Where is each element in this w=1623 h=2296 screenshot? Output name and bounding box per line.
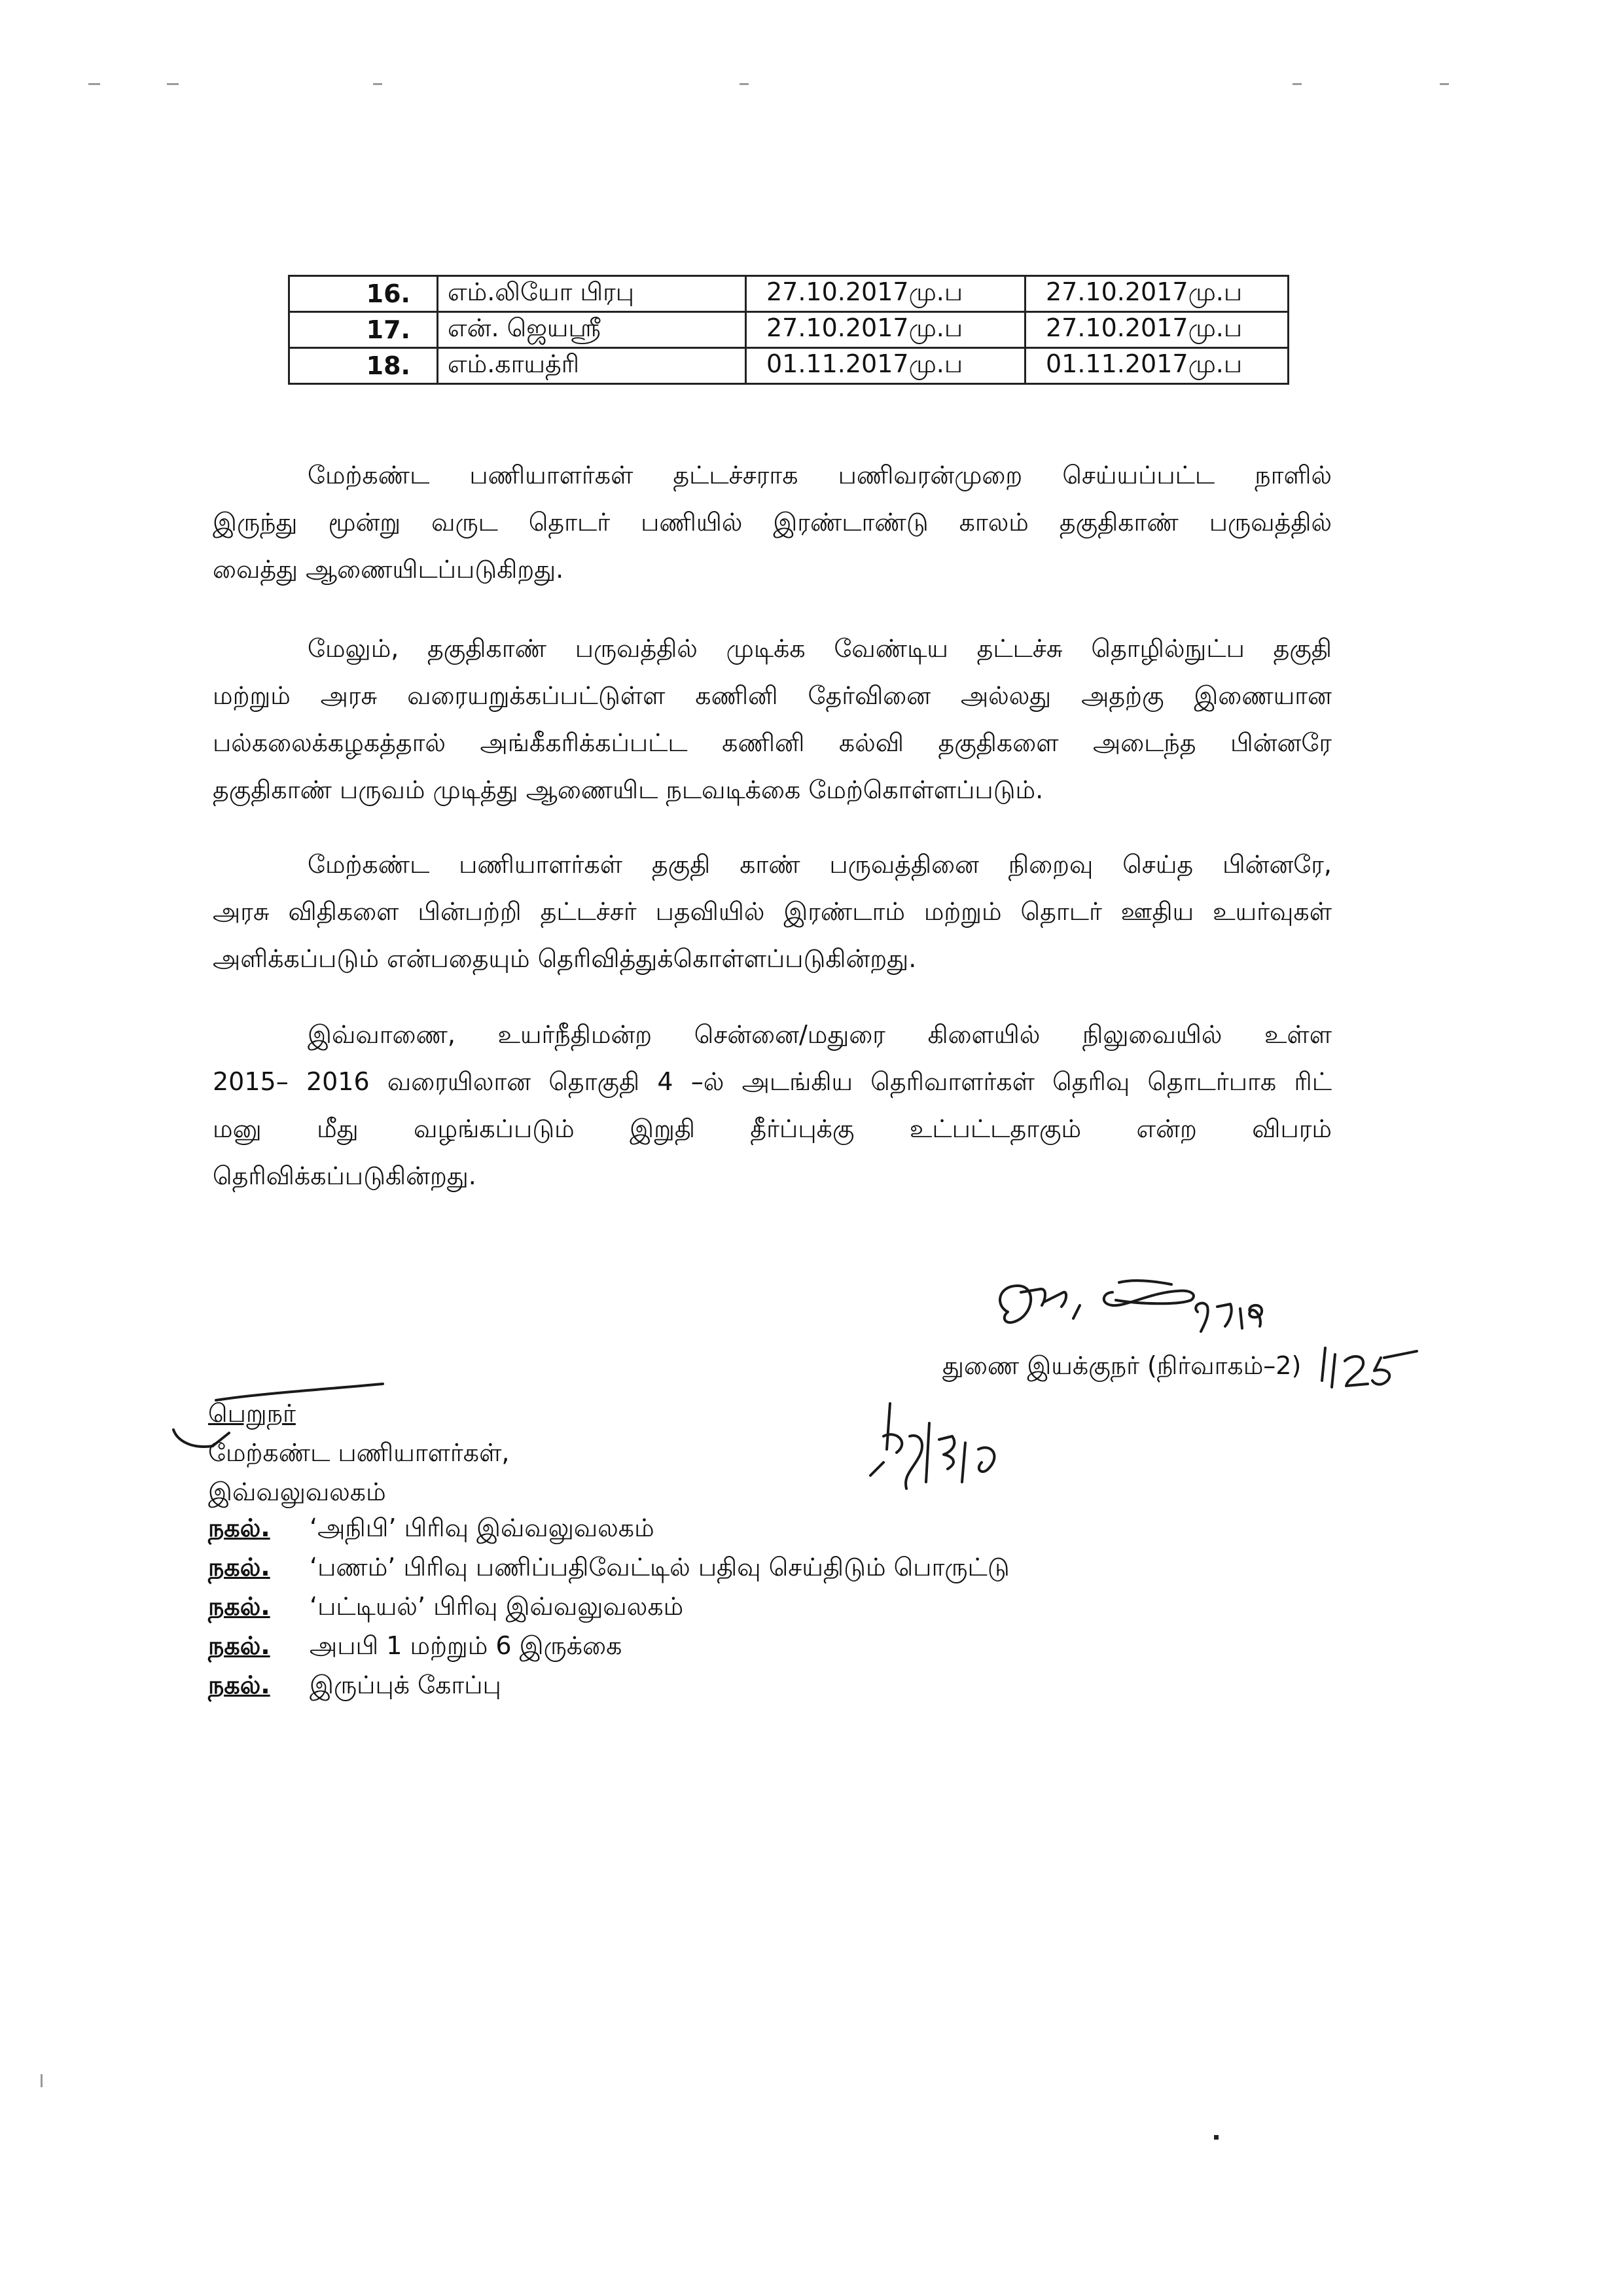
list-item — [208, 1665, 1010, 1704]
handwritten-signature — [982, 1266, 1309, 1358]
paragraph-qualification — [213, 625, 1332, 813]
recipients-header: பெறுநர் — [208, 1399, 296, 1428]
scan-speck — [167, 83, 179, 85]
scan-speck — [88, 83, 100, 85]
scan-speck — [41, 2074, 43, 2087]
handwritten-initials — [870, 1397, 1041, 1508]
list-item — [208, 1547, 1010, 1587]
date-cell: 27.10.2017மு.ப — [746, 276, 1026, 312]
table-row — [289, 312, 1289, 348]
paragraph-line: மேற்கண்ட பணியாளர்கள் தட்டச்சராக பணிவரன்முறை செய்யப்பட்ட நாளில் — [308, 461, 1332, 489]
table-row — [289, 276, 1289, 312]
copy-label: நகல். — [208, 1631, 270, 1660]
list-item — [208, 1508, 1010, 1547]
scan-speck — [1214, 2135, 1219, 2140]
serial-number: 16. — [289, 276, 438, 312]
recipient-line: மேற்கண்ட பணியாளர்கள், — [208, 1438, 510, 1467]
paragraph-line: மேலும், தகுதிகாண் பருவத்தில் முடிக்க வேண்டிய தட்டச்சு தொழில்நுட்ப தகுதி — [308, 634, 1332, 663]
recipients-block — [208, 1394, 509, 1511]
serial-number: 18. — [289, 348, 438, 384]
copy-recipient: ‘பணம்’ பிரிவு பணிப்பதிவேட்டில் பதிவு செய்திடும் பொருட்டு — [310, 1553, 1010, 1581]
paragraph-line: 2015– 2016 வரையிலான தொகுதி 4 –ல் அடங்கிய தெரிவாளர்கள் தெரிவு தொடர்பாக ரிட் — [213, 1067, 1332, 1096]
employee-name: என். ஜெயஸ்ரீ — [438, 312, 746, 348]
serial-number: 17. — [289, 312, 438, 348]
employee-table — [288, 275, 1289, 385]
paragraph-line: இருந்து மூன்று வருட தொடர் பணியில் இரண்டாண்டு காலம் தகுதிகாண் பருவத்தில் — [213, 508, 1332, 537]
date-cell: 27.10.2017மு.ப — [1026, 276, 1289, 312]
copy-label: நகல். — [208, 1670, 270, 1699]
date-cell: 01.11.2017மு.ப — [746, 348, 1026, 384]
copy-recipient: இருப்புக் கோப்பு — [310, 1670, 501, 1699]
designation-text: துணை இயக்குநர் (நிர்வாகம்–2) — [942, 1351, 1302, 1380]
recipient-line: இவ்வலுவலகம் — [208, 1477, 386, 1506]
date-cell: 27.10.2017மு.ப — [746, 312, 1026, 348]
handwritten-date-mark — [1319, 1341, 1450, 1394]
paragraph-line: வைத்து ஆணையிடப்படுகிறது. — [213, 555, 564, 584]
scan-speck — [1440, 83, 1449, 85]
paragraph-probation-order — [213, 451, 1332, 593]
copy-recipient: ‘பட்டியல்’ பிரிவு இவ்வலுவலகம் — [310, 1592, 684, 1621]
paragraph-line: அரசு விதிகளை பின்பற்றி தட்டச்சர் பதவியில் இரண்டாம் மற்றும் தொடர் ஊதிய உயர்வுகள் — [213, 897, 1332, 926]
paragraph-line: மற்றும் அரசு வரையறுக்கப்பட்டுள்ள கணினி தேர்வினை அல்லது அதற்கு இணையான — [213, 681, 1332, 710]
signatory-designation — [942, 1351, 1301, 1384]
paragraph-line: பல்கலைக்கழகத்தால் அங்கீகரிக்கப்பட்ட கணினி கல்வி தகுதிகளை அடைந்த பின்னரே — [213, 728, 1332, 757]
paragraph-line: இவ்வாணை, உயர்நீதிமன்ற சென்னை/மதுரை கிளையில் நிலுவையில் உள்ள — [308, 1020, 1332, 1049]
date-cell: 01.11.2017மு.ப — [1026, 348, 1289, 384]
scan-speck — [740, 83, 749, 85]
copy-label: நகல். — [208, 1553, 270, 1581]
copy-recipient: அபபி 1 மற்றும் 6 இருக்கை — [310, 1631, 622, 1660]
copies-list — [208, 1508, 1010, 1704]
list-item — [208, 1626, 1010, 1665]
paragraph-line: அளிக்கப்படும் என்பதையும் தெரிவித்துக்கொள்ளப்படுகின்றது. — [213, 944, 917, 973]
copy-label: நகல். — [208, 1592, 270, 1621]
paragraph-line: மேற்கண்ட பணியாளர்கள் தகுதி காண் பருவத்தினை நிறைவு செய்த பின்னரே, — [308, 850, 1332, 879]
paragraph-line: தகுதிகாண் பருவம் முடித்து ஆணையிட நடவடிக்கை மேற்கொள்ளப்படும். — [213, 775, 1044, 804]
paragraph-increment — [213, 841, 1332, 982]
paragraph-line: மனு மீது வழங்கப்படும் இறுதி தீர்ப்புக்கு உட்பட்டதாகும் என்ற விபரம் — [213, 1114, 1332, 1143]
scan-speck — [373, 83, 382, 85]
date-cell: 27.10.2017மு.ப — [1026, 312, 1289, 348]
paragraph-court-case — [213, 1011, 1332, 1199]
copy-recipient: ‘அநிபி’ பிரிவு இவ்வலுவலகம் — [310, 1513, 654, 1542]
scan-speck — [1293, 83, 1302, 85]
employee-name: எம்.லியோ பிரபு — [438, 276, 746, 312]
table-row — [289, 348, 1289, 384]
copy-label: நகல். — [208, 1513, 270, 1542]
paragraph-line: தெரிவிக்கப்படுகின்றது. — [213, 1161, 476, 1190]
employee-name: எம்.காயத்ரி — [438, 348, 746, 384]
list-item — [208, 1587, 1010, 1626]
